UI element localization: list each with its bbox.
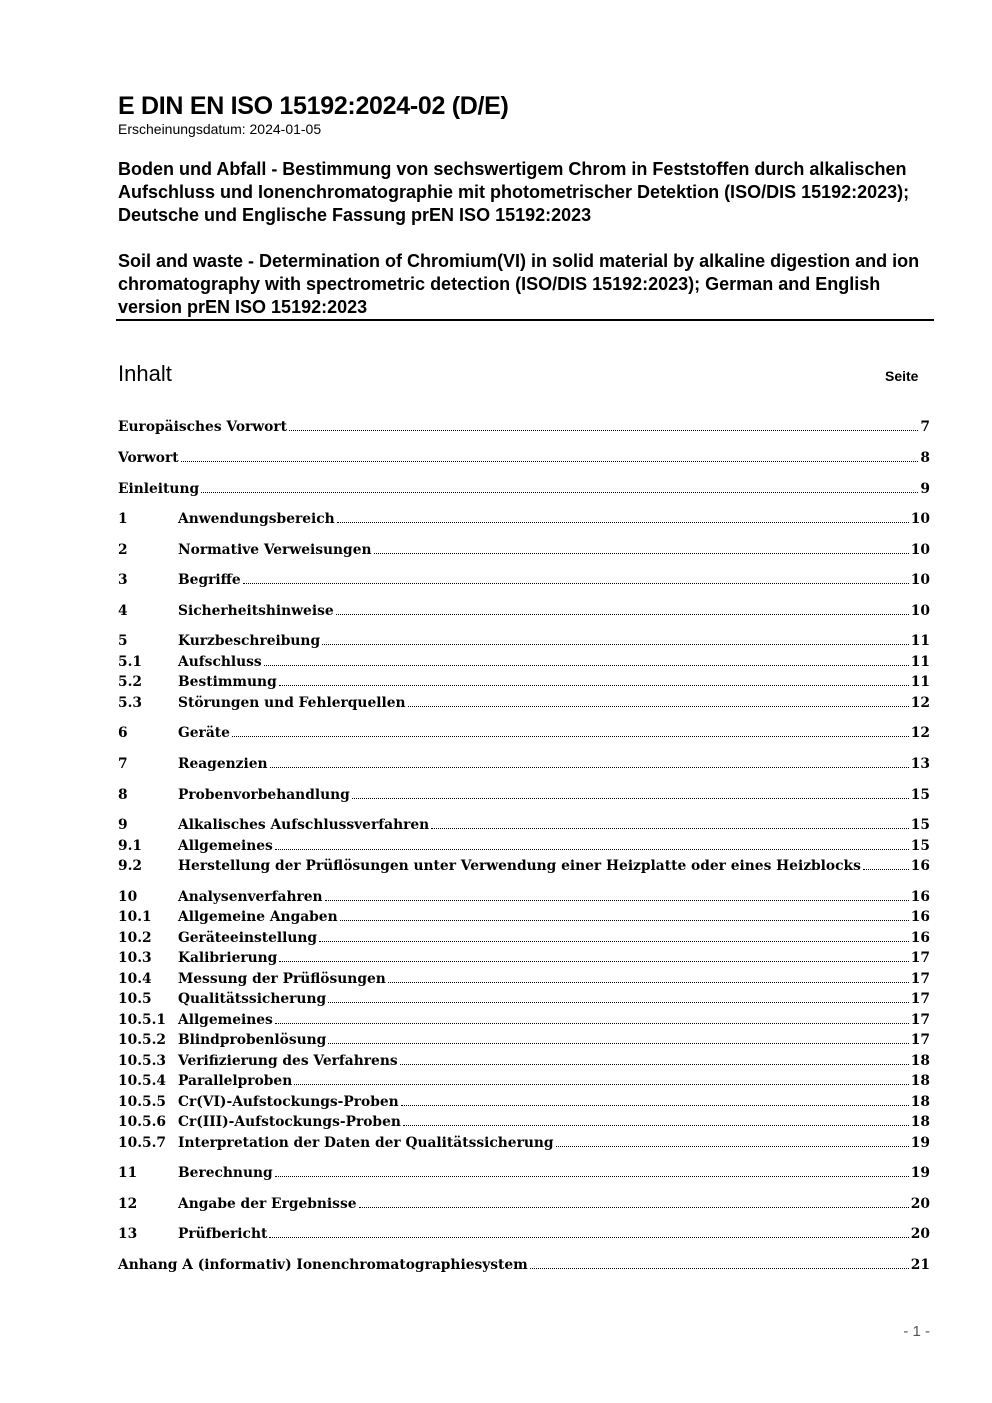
toc-entry-title: Geräteeinstellung [178,930,318,946]
toc-entry-number: 5.2 [118,674,143,690]
toc-entry[interactable] [118,835,930,855]
toc-entry-title: Einleitung [118,481,200,497]
toc-entry-title: Messung der Prüflösungen [178,971,386,987]
toc-entry-number: 7 [118,756,128,772]
toc-dot-leader [243,583,909,584]
toc-entry-number: 13 [118,1226,138,1242]
toc-heading: Inhalt [118,361,172,386]
toc-entry-title: Geräte [178,725,230,741]
toc-entry-number: 10.5 [118,991,152,1007]
toc-entry-number: 10.1 [118,909,152,925]
toc-entry-title: Allgemeines [178,838,273,854]
toc-entry-number: 10.5.2 [118,1032,167,1048]
toc-entry[interactable] [118,1223,930,1243]
toc-entry[interactable] [118,671,930,691]
toc-entry[interactable] [118,1091,930,1111]
toc-entry-title: Parallelproben [178,1073,293,1089]
toc-dot-leader [181,461,919,462]
toc-entry[interactable] [118,692,930,712]
toc-dot-leader [232,736,909,737]
toc-entry-title: Allgemeine Angaben [178,909,338,925]
toc-dot-leader [289,430,918,431]
toc-entry-title: Kurzbeschreibung [178,633,321,649]
toc-entry[interactable] [118,1162,930,1182]
toc-entry-page: 20 [910,1196,930,1212]
toc-entry-title: Qualitätssicherung [178,991,327,1007]
toc-entry-title: Vorwort [118,450,179,466]
toc-entry-number: 5.1 [118,654,143,670]
toc-entry-page: 15 [910,838,930,854]
toc-dot-leader [264,665,909,666]
toc-dot-leader [863,869,909,870]
toc-dot-leader [340,920,909,921]
toc-entry[interactable] [118,508,930,528]
toc-entry-number: 6 [118,725,128,741]
toc-page-label: Seite [885,368,919,384]
toc-entry-page: 8 [920,450,930,466]
title-english: Soil and waste - Determination of Chromium(VI) in solid material by alkaline digestion and ion chromatography with spectrometric detection (ISO/DIS 15192:2023); German and English version prEN ISO 15192:2023 [118,251,920,317]
toc-dot-leader [530,1268,909,1269]
toc-entry-number: 10.5.3 [118,1053,167,1069]
toc-entry-title: Europäisches Vorwort [118,419,288,435]
toc-entry[interactable] [118,1029,930,1049]
toc-entry-page: 15 [910,817,930,833]
toc-entry-title: Verifizierung des Verfahrens [178,1053,398,1069]
toc-entry-title: Aufschluss [178,654,262,670]
toc-entry-number: 10 [118,889,138,905]
toc-entry-title: Cr(VI)-Aufstockungs-Proben [178,1094,399,1110]
toc-entry-number: 9.1 [118,838,143,854]
toc-entry[interactable] [118,906,930,926]
toc-entry-page: 17 [910,1012,930,1028]
toc-dot-leader [275,849,909,850]
toc-entry-page: 10 [910,572,930,588]
toc-entry-page: 15 [910,787,930,803]
document-id: E DIN EN ISO 15192:2024-02 (D/E) [118,92,509,120]
toc-entry-page: 9 [920,481,930,497]
toc-entry-title: Angabe der Ergebnisse [178,1196,357,1212]
toc-dot-leader [319,941,909,942]
toc-entry[interactable] [118,886,930,906]
toc-entry-page: 17 [910,971,930,987]
toc-entry[interactable] [118,1050,930,1070]
toc-entry-title: Interpretation der Daten der Qualitätssicherung [178,1135,554,1151]
toc-entry-number: 12 [118,1196,138,1212]
toc-entry-number: 10.5.5 [118,1094,167,1110]
toc-entry-title: Herstellung der Prüflösungen unter Verwendung einer Heizplatte oder eines Heizblocks [178,858,861,874]
toc-entry-page: 18 [910,1073,930,1089]
toc-entry-number: 5 [118,633,128,649]
toc-dot-leader [279,685,909,686]
toc-dot-leader [336,614,909,615]
toc-entry-number: 10.5.1 [118,1012,167,1028]
toc-dot-leader [408,706,909,707]
toc-entry-page: 20 [910,1226,930,1242]
toc-entry[interactable] [118,539,930,559]
toc-entry-title: Analysenverfahren [178,889,323,905]
toc-entry-title: Normative Verweisungen [178,542,372,558]
toc-entry-page: 16 [910,909,930,925]
toc-entry[interactable] [118,447,930,467]
toc-dot-leader [275,1023,909,1024]
title-divider [116,319,934,321]
toc-entry-page: 16 [910,858,930,874]
toc-entry-title: Sicherheitshinweise [178,603,334,619]
toc-entry-title: Allgemeines [178,1012,273,1028]
toc-entry-page: 17 [910,950,930,966]
toc-entry-number: 4 [118,603,128,619]
toc-dot-leader [322,644,909,645]
toc-entry[interactable] [118,784,930,804]
toc-entry-page: 18 [910,1114,930,1130]
toc-entry-number: 3 [118,572,128,588]
toc-dot-leader [269,1237,908,1238]
toc-dot-leader [431,828,909,829]
toc-entry[interactable] [118,416,930,436]
toc-dot-leader [352,798,909,799]
toc-entry-page: 19 [910,1165,930,1181]
toc-dot-leader [279,961,908,962]
toc-entry[interactable] [118,1254,930,1274]
toc-entry-page: 10 [910,603,930,619]
toc-entry[interactable] [118,814,930,834]
page-number: - 1 - [903,1323,930,1340]
toc-entry-title: Probenvorbehandlung [178,787,350,803]
toc-entry-title: Berechnung [178,1165,273,1181]
toc-entry-number: 2 [118,542,128,558]
toc-dot-leader [270,767,909,768]
toc-entry[interactable] [118,927,930,947]
toc-dot-leader [359,1207,909,1208]
toc-entry[interactable] [118,988,930,1008]
toc-entry-page: 11 [910,654,930,670]
toc-entry[interactable] [118,1193,930,1213]
toc-entry[interactable] [118,947,930,967]
toc-entry[interactable] [118,478,930,498]
toc-entry-title: Cr(III)-Aufstockungs-Proben [178,1114,401,1130]
toc-entry[interactable] [118,968,930,988]
toc-entry-page: 18 [910,1053,930,1069]
toc-entry[interactable] [118,630,930,650]
toc-entry-title: Bestimmung [178,674,277,690]
toc-entry-number: 9.2 [118,858,143,874]
toc-entry[interactable] [118,753,930,773]
toc-entry[interactable] [118,1009,930,1029]
toc-dot-leader [337,522,909,523]
toc-entry-number: 5.3 [118,695,143,711]
toc-entry-page: 21 [910,1257,930,1273]
toc-entry-page: 17 [910,1032,930,1048]
title-german: Boden und Abfall - Bestimmung von sechswertigem Chrom in Feststoffen durch alkalischen Aufschluss und Ionenchromatographie mit photometrischer Detektion (ISO/DIS 15192:2023); Deutsche und Englische Fassung prEN ISO 15192:2023 [118,159,910,225]
toc-entry[interactable] [118,1111,930,1131]
toc-entry-page: 18 [910,1094,930,1110]
toc-dot-leader [325,900,909,901]
toc-dot-leader [400,1064,909,1065]
toc-entry-number: 10.5.7 [118,1135,167,1151]
toc-entry-number: 10.4 [118,971,152,987]
toc-entry-title: Reagenzien [178,756,268,772]
toc-entry-number: 10.5.6 [118,1114,167,1130]
toc-entry-page: 19 [910,1135,930,1151]
toc-dot-leader [275,1176,909,1177]
toc-entry-title: Anhang A (informativ) Ionenchromatographiesystem [118,1257,528,1273]
publication-date: Erscheinungsdatum: 2024-01-05 [118,121,322,137]
toc-entry-number: 1 [118,511,128,527]
toc-entry[interactable] [118,569,930,589]
toc-dot-leader [556,1146,909,1147]
toc-entry[interactable] [118,1132,930,1152]
toc-dot-leader [328,1002,909,1003]
toc-entry-number: 10.5.4 [118,1073,167,1089]
toc-entry-number: 10.2 [118,930,152,946]
toc-entry-title: Blindprobenlösung [178,1032,327,1048]
toc-entry-page: 10 [910,511,930,527]
toc-entry-number: 10.3 [118,950,152,966]
toc-entry[interactable] [118,722,930,742]
toc-entry[interactable] [118,651,930,671]
toc-dot-leader [294,1084,909,1085]
toc-dot-leader [374,553,909,554]
toc-dot-leader [388,982,909,983]
toc-entry[interactable] [118,855,930,875]
toc-entry-title: Kalibrierung [178,950,278,966]
toc-entry-number: 8 [118,787,128,803]
toc-dot-leader [201,492,918,493]
toc-entry[interactable] [118,600,930,620]
toc-entry-page: 10 [910,542,930,558]
toc-entry-number: 9 [118,817,128,833]
toc-entry-title: Prüfbericht [178,1226,268,1242]
toc-entry-page: 12 [910,695,930,711]
toc-entry-page: 16 [910,889,930,905]
toc-entry-title: Störungen und Fehlerquellen [178,695,406,711]
toc-dot-leader [403,1125,909,1126]
toc-entry-page: 7 [920,419,930,435]
toc-entry-title: Alkalisches Aufschlussverfahren [178,817,430,833]
toc-entry[interactable] [118,1070,930,1090]
toc-entry-number: 11 [118,1165,138,1181]
toc-entry-page: 11 [910,674,930,690]
toc-entry-title: Begriffe [178,572,241,588]
toc-entry-page: 17 [910,991,930,1007]
toc-entry-page: 13 [910,756,930,772]
toc-entry-page: 16 [910,930,930,946]
toc-dot-leader [401,1105,909,1106]
toc-dot-leader [328,1043,908,1044]
toc-entry-title: Anwendungsbereich [178,511,335,527]
toc-entry-page: 11 [910,633,930,649]
toc-entry-page: 12 [910,725,930,741]
